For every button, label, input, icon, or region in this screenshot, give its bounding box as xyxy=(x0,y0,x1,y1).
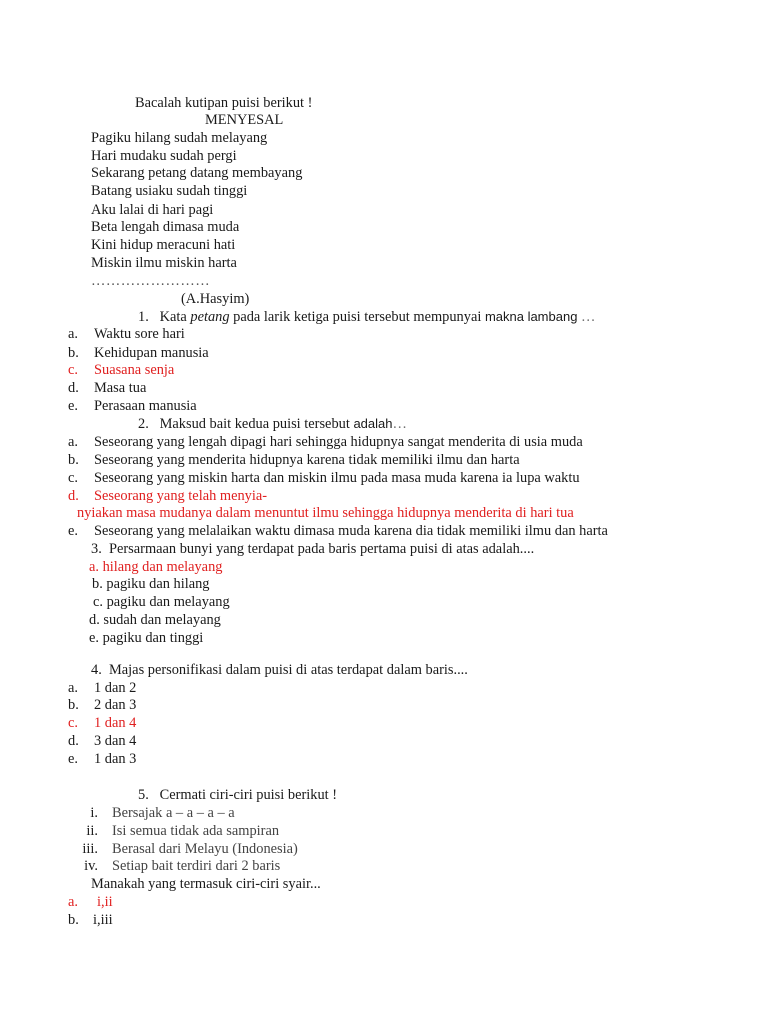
option-text: 2 dan 3 xyxy=(94,697,137,713)
option-letter: e. xyxy=(68,398,78,414)
question-2: 2. Maksud bait kedua puisi tersebut adalah… xyxy=(138,416,407,432)
poem-line: Sekarang petang datang membayang xyxy=(91,165,303,181)
poem-line: Beta lengah dimasa muda xyxy=(91,219,240,235)
poem-line: Aku lalai di hari pagi xyxy=(91,202,214,218)
poem-line: Miskin ilmu miskin harta xyxy=(91,255,237,271)
feature-numeral: ii. xyxy=(86,823,98,839)
question-number: 5. xyxy=(138,787,149,803)
poem-title: MENYESAL xyxy=(205,112,284,128)
option-letter: a. xyxy=(68,434,78,450)
option-letter: b. xyxy=(68,345,79,361)
option-text: Seseorang yang menderita hidupnya karena tidak memiliki ilmu dan harta xyxy=(94,452,520,468)
option-text: Seseorang yang melalaikan waktu dimasa muda karena dia tidak memiliki ilmu dan harta xyxy=(94,523,608,539)
option-text: Seseorang yang lengah dipagi hari sehingga hidupnya sangat menderita di usia muda xyxy=(94,434,583,450)
question-number: 4. xyxy=(91,662,102,678)
option-text: 3 dan 4 xyxy=(94,733,137,749)
option-text: Masa tua xyxy=(94,380,147,396)
feature-text: Isi semua tidak ada sampiran xyxy=(112,823,280,839)
poem-ellipsis: …………………… xyxy=(91,273,211,289)
option-text: 1 dan 3 xyxy=(94,751,137,767)
option-text-correct: i,ii xyxy=(97,894,113,910)
question-5-prompt: Manakah yang termasuk ciri-ciri syair... xyxy=(91,876,321,892)
option-letter: b. xyxy=(68,452,79,468)
feature-text: Bersajak a – a – a – a xyxy=(112,805,235,821)
feature-text: Setiap bait terdiri dari 2 baris xyxy=(112,858,281,874)
option: b. pagiku dan hilang xyxy=(92,576,210,592)
option-letter-correct: a. xyxy=(68,894,78,910)
question-1: 1. Kata petang pada larik ketiga puisi tersebut mempunyai makna lambang … xyxy=(138,309,596,325)
option-letter-correct: c. xyxy=(68,715,78,731)
feature-text: Berasal dari Melayu (Indonesia) xyxy=(112,841,298,857)
option-letter: c. xyxy=(68,470,78,486)
poem-line: Pagiku hilang sudah melayang xyxy=(91,130,268,146)
option-text-correct-continued: nyiakan masa mudanya dalam menuntut ilmu sehingga hidupnya menderita di hari tua xyxy=(77,505,574,521)
feature-numeral: iii. xyxy=(82,841,98,857)
option: d. sudah dan melayang xyxy=(89,612,221,628)
intro-text: Bacalah kutipan puisi berikut ! xyxy=(135,95,313,111)
poem-author: (A.Hasyim) xyxy=(181,291,250,307)
option-letter: d. xyxy=(68,380,79,396)
question-number: 1. xyxy=(138,309,149,325)
question-4: 4. Majas personifikasi dalam puisi di atas terdapat dalam baris.... xyxy=(91,662,468,678)
poem-line: Hari mudaku sudah pergi xyxy=(91,148,237,164)
feature-numeral: iv. xyxy=(84,858,98,874)
option-letter-correct: d. xyxy=(68,488,79,504)
option-letter: e. xyxy=(68,523,78,539)
option-text-correct: Suasana senja xyxy=(94,362,175,378)
feature-numeral: i. xyxy=(90,805,98,821)
question-3: 3. Persarmaan bunyi yang terdapat pada baris pertama puisi di atas adalah.... xyxy=(91,541,535,557)
question-number: 3. xyxy=(91,541,102,557)
option-text: Perasaan manusia xyxy=(94,398,197,414)
option-text: Waktu sore hari xyxy=(94,326,185,342)
poem-line: Batang usiaku sudah tinggi xyxy=(91,183,248,199)
option: c. pagiku dan melayang xyxy=(93,594,230,610)
question-5: 5. Cermati ciri-ciri puisi berikut ! xyxy=(138,787,338,803)
option-correct: a. hilang dan melayang xyxy=(89,559,223,575)
option-letter: b. xyxy=(68,697,79,713)
poem-line: Kini hidup meracuni hati xyxy=(91,237,236,253)
option-letter: e. xyxy=(68,751,78,767)
option-text-correct: Seseorang yang telah menyia- xyxy=(94,488,268,504)
option-letter: a. xyxy=(68,680,78,696)
option: e. pagiku dan tinggi xyxy=(89,630,204,646)
option-letter-correct: c. xyxy=(68,362,78,378)
option-text-correct: 1 dan 4 xyxy=(94,715,137,731)
option-text: Seseorang yang miskin harta dan miskin ilmu pada masa muda karena ia lupa waktu xyxy=(94,470,580,486)
question-number: 2. xyxy=(138,416,149,432)
option-letter: b. xyxy=(68,912,79,928)
option-text: i,iii xyxy=(93,912,113,928)
option-letter: d. xyxy=(68,733,79,749)
option-text: Kehidupan manusia xyxy=(94,345,209,361)
option-text: 1 dan 2 xyxy=(94,680,137,696)
option-letter: a. xyxy=(68,326,78,342)
